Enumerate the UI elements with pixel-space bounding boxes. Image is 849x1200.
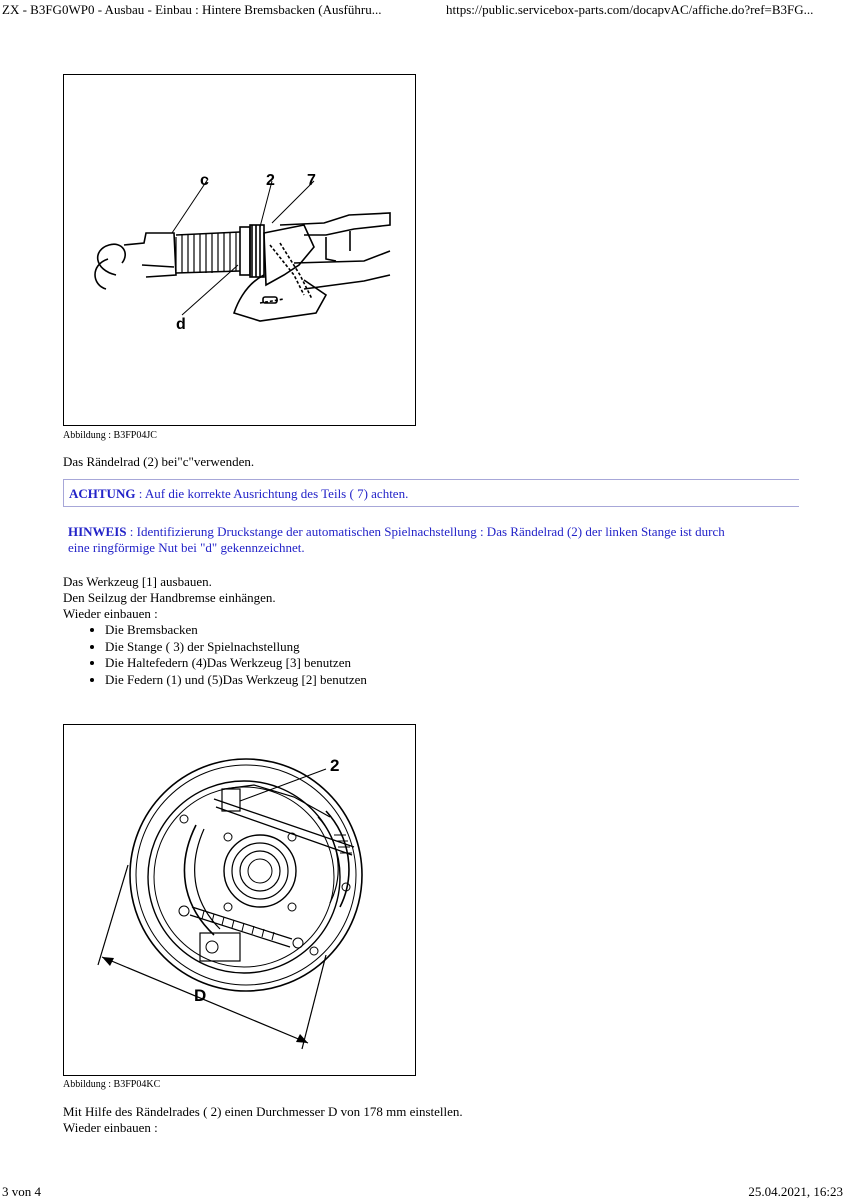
instruction-text: Das Rändelrad (2) bei"c"verwenden. (63, 454, 255, 469)
page-header-url: https://public.servicebox-parts.com/docapvAC/affiche.do?ref=B3FG... (446, 2, 814, 17)
label-D: D (194, 986, 207, 1005)
reinstall-list (85, 622, 367, 688)
page-counter: 3 von 4 (2, 1184, 41, 1199)
achtung-label: ACHTUNG (69, 486, 136, 501)
figure-caption: Abbildung : B3FP04KC (63, 1079, 161, 1090)
hinweis-label: HINWEIS (68, 524, 127, 539)
figure-adjuster-rod (63, 74, 416, 426)
list-item: • Die Bremsbacken (105, 622, 367, 639)
label-7: 7 (307, 172, 316, 189)
list-item: • Die Federn (1) und (5)Das Werkzeug [2] benutzen (105, 672, 367, 689)
label-2: 2 (266, 172, 275, 189)
achtung-notice (63, 479, 799, 507)
label-2: 2 (330, 756, 340, 775)
adjuster-rod-illustration (64, 75, 415, 425)
figure-caption: Abbildung : B3FP04JC (63, 430, 157, 441)
instruction-text: Mit Hilfe des Rändelrades ( 2) einen Durchmesser D von 178 mm einstellen. (63, 1104, 463, 1119)
achtung-text: : Auf die korrekte Ausrichtung des Teils ( 7) achten. (135, 486, 409, 501)
page-header-title: ZX - B3FG0WP0 - Ausbau - Einbau : Hintere Bremsbacken (Ausführu... (2, 2, 382, 17)
list-item: • Die Haltefedern (4)Das Werkzeug [3] benutzen (105, 655, 367, 672)
step-text: Den Seilzug der Handbremse einhängen. (63, 590, 276, 605)
step-text: Das Werkzeug [1] ausbauen. (63, 574, 212, 589)
hinweis-text-line2: eine ringförmige Nut bei "d" gekennzeichnet. (68, 540, 305, 555)
label-d: d (176, 316, 186, 333)
label-c: c (200, 172, 209, 189)
step-text: Wieder einbauen : (63, 606, 158, 621)
brake-assembly-illustration (64, 725, 415, 1075)
print-timestamp: 25.04.2021, 16:23 (748, 1184, 843, 1199)
instruction-text: Wieder einbauen : (63, 1120, 158, 1135)
figure-brake-drum (63, 724, 416, 1076)
hinweis-notice (68, 524, 799, 556)
list-item: • Die Stange ( 3) der Spielnachstellung (105, 639, 367, 656)
hinweis-text-line1: : Identifizierung Druckstange der automatischen Spielnachstellung : Das Rändelrad (2) der linken Stange ist durch (126, 524, 725, 539)
